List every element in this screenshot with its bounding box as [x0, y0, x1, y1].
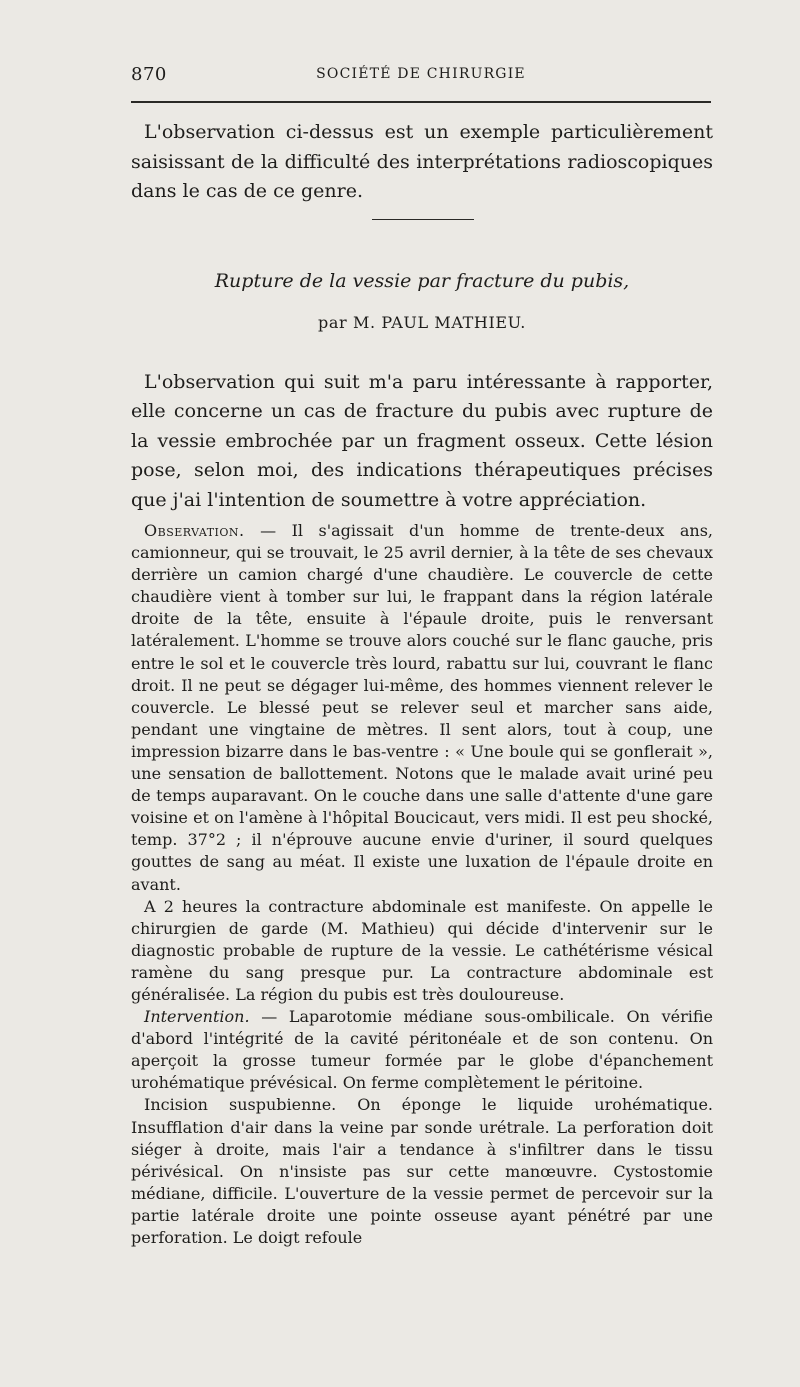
article-title: Rupture de la vessie par fracture du pubis, [214, 270, 630, 292]
intervention-label: Intervention. [144, 1007, 250, 1027]
intervention-text: — Laparotomie médiane sous-ombilicale. On vérifie d'abord l'intégrité de la cavité péritonéale et de son contenu. On aperçoit la grosse tumeur formée par le globe d'épanchement urohématique prévésical. On ferme complètement le péritoine. [131, 1007, 713, 1093]
observation-label: Observation. [144, 521, 245, 540]
observation-text: — Il s'agissait d'un homme de trente-deux ans, camionneur, qui se trouvait, le 25 avril dernier, à la tête de ses chevaux derrière un camion chargé d'une chaudière. Le couvercle de cette chaudière vient à tomber sur lui, le frappant dans la région latérale droite de la tête, ensuite à l'épaule droite, puis le renversant latéralement. L'homme se trouve alors couché sur le flanc gauche, pris entre le sol et le couvercle très lourd, rabattu sur lui, couvrant le flanc droit. Il ne peut se dégager lui-même, des hommes viennent relever le couvercle. Le blessé peut se relever seul et marcher sans aide, pendant une vingtaine de mètres. Il sent alors, tout à coup, une impression bizarre dans le bas-ventre : « Une boule qui se gonflerait », une sensation de ballottement. Notons que le malade avait uriné peu de temps auparavant. On le couche dans une salle d'attente d'une gare voisine et on l'amène à l'hôpital Boucicaut, vers midi. Il est peu shocké, temp. 37°2 ; il n'éprouve aucune envie d'uriner, il sourd quelques gouttes de sang au méat. Il existe une luxation de l'épaule droite en avant. [131, 521, 713, 894]
observation-paragraph [131, 520, 713, 896]
section-divider [372, 219, 474, 220]
lead-paragraph: L'observation qui suit m'a paru intéressante à rapporter, elle concerne un cas de fracture du pubis avec rupture de la vessie embrochée par un fragment osseux. Cette lésion pose, selon moi, des indications thérapeutiques précises que j'ai l'intention de soumettre à votre appréciation. [131, 371, 713, 511]
article-author: par M. PAUL MATHIEU. [318, 313, 526, 332]
running-head [131, 64, 711, 88]
intervention-paragraph [131, 1006, 713, 1094]
intro-paragraph: L'observation ci-dessus est un exemple particulièrement saisissant de la difficulté des interprétations radioscopiques dans le cas de ce genre. [131, 121, 713, 202]
paragraph-four: Incision suspubienne. On éponge le liquide urohématique. Insufflation d'air dans la veine par sonde urétrale. La perforation doit siéger à droite, mais l'air a tendance à s'infiltrer dans le tissu périvésical. On n'insiste pas sur cette manœuvre. Cystostomie médiane, difficile. L'ouverture de la vessie permet de percevoir sur la partie latérale droite une pointe osseuse ayant pénétré par une perforation. Le doigt refoule [131, 1095, 713, 1247]
paragraph-two: A 2 heures la contracture abdominale est manifeste. On appelle le chirurgien de garde (M. Mathieu) qui décide d'intervenir sur le diagnostic probable de rupture de la vessie. Le cathétérisme vésical ramène du sang presque pur. La contracture abdominale est généralisée. La région du pubis est très douloureuse. [131, 896, 713, 1004]
page-number: 870 [131, 64, 167, 85]
header-rule [131, 101, 711, 103]
journal-title: SOCIÉTÉ DE CHIRURGIE [316, 66, 526, 82]
article-body [131, 520, 713, 1249]
